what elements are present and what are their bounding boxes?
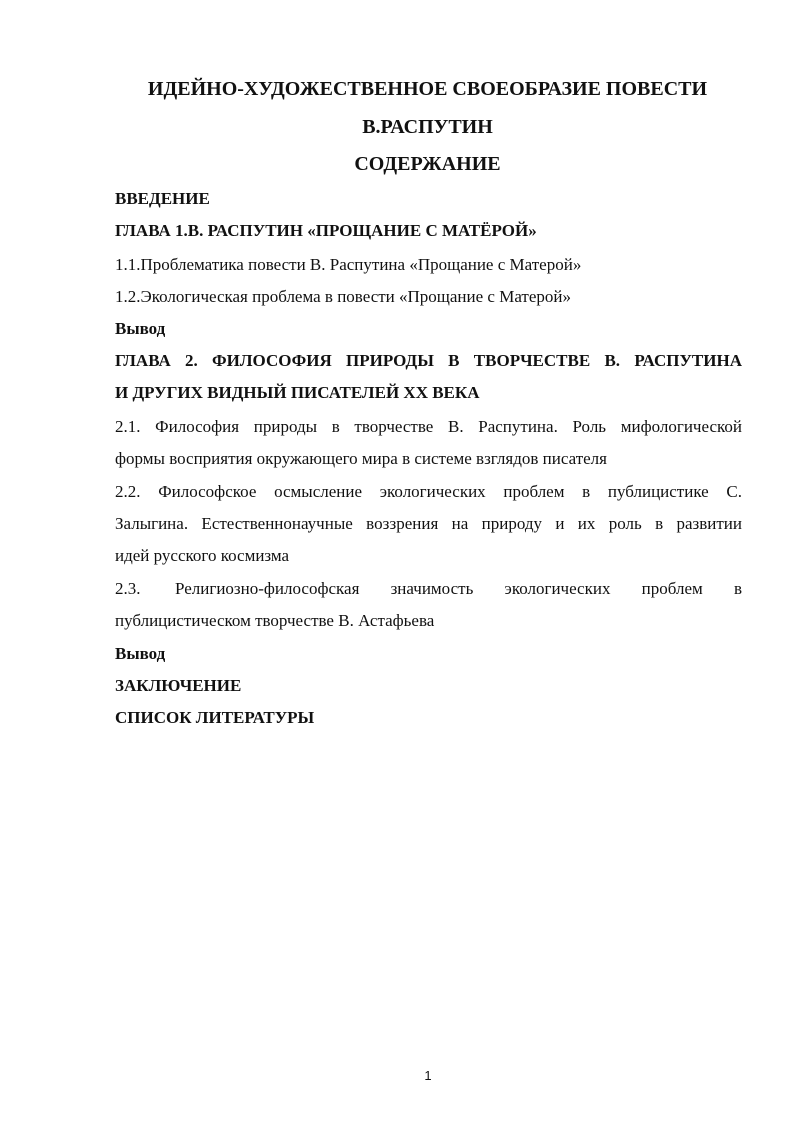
toc-item-2-2-line-2: Залыгина. Естественнонаучные воззрения на природу и их роль в развитии	[115, 514, 742, 533]
document-title-line-1: ИДЕЙНО-ХУДОЖЕСТВЕННОЕ СВОЕОБРАЗИЕ ПОВЕСТИ	[147, 78, 708, 100]
page-number: 1	[424, 1068, 432, 1083]
toc-item-1-2: 1.2.Экологическая проблема в повести «Прощание с Матерой»	[115, 287, 572, 306]
toc-item-2-1-line-1: 2.1. Философия природы в творчестве В. Распутина. Роль мифологической	[115, 417, 742, 436]
toc-conclusion-2: Вывод	[115, 644, 166, 663]
toc-chapter-2-line-1: ГЛАВА 2. ФИЛОСОФИЯ ПРИРОДЫ В ТВОРЧЕСТВЕ В. РАСПУТИНА	[115, 351, 742, 370]
document-title-line-2: В.РАСПУТИН	[362, 116, 493, 138]
toc-final-conclusion: ЗАКЛЮЧЕНИЕ	[115, 676, 242, 695]
toc-item-2-2-line-1: 2.2. Философское осмысление экологических проблем в публицистике С.	[115, 482, 742, 501]
toc-item-2-3-number: 2.3.	[115, 579, 141, 598]
toc-conclusion-1: Вывод	[115, 319, 166, 338]
toc-chapter-1: ГЛАВА 1.В. РАСПУТИН «ПРОЩАНИЕ С МАТЁРОЙ»	[115, 221, 537, 240]
toc-item-2-1-line-2: формы восприятия окружающего мира в системе взглядов писателя	[115, 449, 607, 468]
toc-introduction: ВВЕДЕНИЕ	[115, 189, 210, 208]
toc-item-2-3-line-2: публицистическом творчестве В. Астафьева	[115, 611, 435, 630]
toc-item-2-3-text: Религиозно-философская значимость экологических проблем в	[175, 579, 742, 598]
toc-item-2-2-line-3: идей русского космизма	[115, 546, 290, 565]
toc-chapter-2-line-2: И ДРУГИХ ВИДНЫЙ ПИСАТЕЛЕЙ XX ВЕКА	[115, 383, 480, 402]
contents-heading: СОДЕРЖАНИЕ	[354, 153, 501, 175]
toc-item-2-3-line-1	[115, 578, 742, 600]
toc-bibliography: СПИСОК ЛИТЕРАТУРЫ	[115, 708, 315, 727]
toc-item-1-1: 1.1.Проблематика повести В. Распутина «Прощание с Матерой»	[115, 255, 582, 274]
